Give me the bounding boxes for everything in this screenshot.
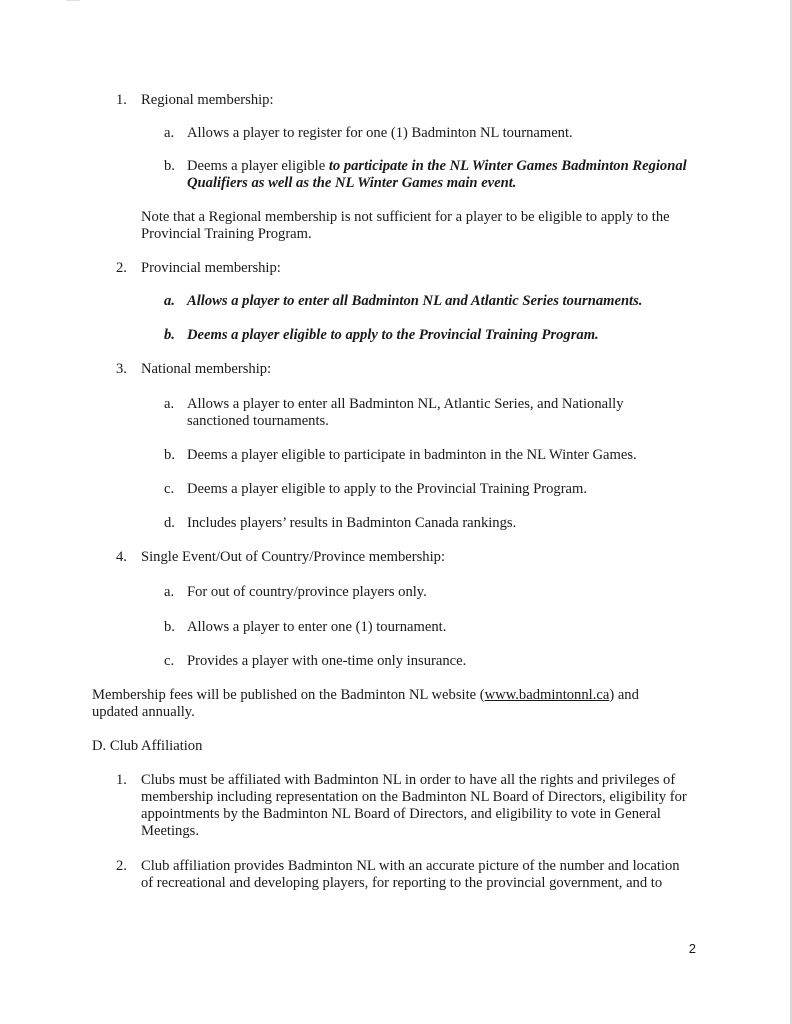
- club-item-text: Club affiliation provides Badminton NL with an accurate picture of the number and location: [141, 858, 680, 874]
- sub-letter: a.: [164, 125, 175, 141]
- note-text: Note that a Regional membership is not sufficient for a player to be eligible to apply to the: [141, 209, 670, 225]
- sub-item-text: sanctioned tournaments.: [187, 413, 329, 429]
- sub-item-text: Deems a player eligible to apply to the Provincial Training Program.: [187, 327, 599, 343]
- sub-letter: b.: [164, 447, 175, 463]
- club-item-text: membership including representation on the Badminton NL Board of Directors, eligibility for: [141, 789, 687, 805]
- fees-text: Membership fees will be published on the Badminton NL website (www.badmintonnl.ca) and: [92, 687, 639, 703]
- list-number: 1.: [116, 772, 127, 788]
- list-number: 3.: [116, 361, 127, 377]
- website-link[interactable]: www.badmintonnl.ca: [484, 687, 610, 703]
- list-number: 2.: [116, 260, 127, 276]
- list-number: 2.: [116, 858, 127, 874]
- sub-item-text: Allows a player to enter all Badminton NL and Atlantic Series tournaments.: [187, 293, 643, 309]
- section-heading: D. Club Affiliation: [92, 738, 203, 754]
- sub-letter: c.: [164, 653, 175, 669]
- club-item-text: of recreational and developing players, for reporting to the provincial government, and to: [141, 875, 663, 891]
- sub-letter: d.: [164, 515, 175, 531]
- list-heading: Provincial membership:: [141, 260, 281, 276]
- page-number: 2: [688, 941, 696, 956]
- emphasis-text: to participate in the NL Winter Games Badminton Regional: [328, 158, 687, 174]
- list-number: 4.: [116, 549, 127, 565]
- club-item-text: Clubs must be affiliated with Badminton NL in order to have all the rights and privileges of: [141, 772, 676, 788]
- sub-item-text: Deems a player eligible to participate in the NL Winter Games Badminton Regional: [187, 158, 687, 174]
- sub-item-text: Deems a player eligible to participate in badminton in the NL Winter Games.: [187, 447, 637, 463]
- club-item-text: appointments by the Badminton NL Board of Directors, and eligibility to vote in General: [141, 806, 661, 822]
- list-number: 1.: [116, 92, 127, 108]
- sub-letter: b.: [164, 158, 175, 174]
- list-heading: Single Event/Out of Country/Province membership:: [141, 549, 445, 565]
- sub-letter: a.: [164, 293, 175, 309]
- sub-item-text: Provides a player with one-time only insurance.: [187, 653, 467, 669]
- emphasis-text: Qualifiers as well as the NL Winter Games main event.: [187, 175, 517, 191]
- sub-item-text: Allows a player to enter all Badminton NL, Atlantic Series, and Nationally: [187, 396, 624, 412]
- sub-item-text: Allows a player to enter one (1) tournament.: [187, 619, 447, 635]
- sub-letter: b.: [164, 619, 175, 635]
- sub-letter: a.: [164, 396, 175, 412]
- list-heading: National membership:: [141, 361, 272, 377]
- sub-letter: b.: [164, 327, 175, 343]
- note-text: Provincial Training Program.: [141, 226, 312, 242]
- sub-letter: c.: [164, 481, 175, 497]
- sub-letter: a.: [164, 584, 175, 600]
- scan-mark: [66, 0, 80, 1]
- sub-item-text: Allows a player to register for one (1) Badminton NL tournament.: [187, 125, 573, 141]
- sub-item-text: For out of country/province players only.: [187, 584, 427, 600]
- sub-item-text: Includes players’ results in Badminton Canada rankings.: [187, 515, 517, 531]
- club-item-text: Meetings.: [141, 823, 199, 839]
- list-heading: Regional membership:: [141, 92, 274, 108]
- fees-text: updated annually.: [92, 704, 195, 720]
- sub-item-text: Deems a player eligible to apply to the Provincial Training Program.: [187, 481, 588, 497]
